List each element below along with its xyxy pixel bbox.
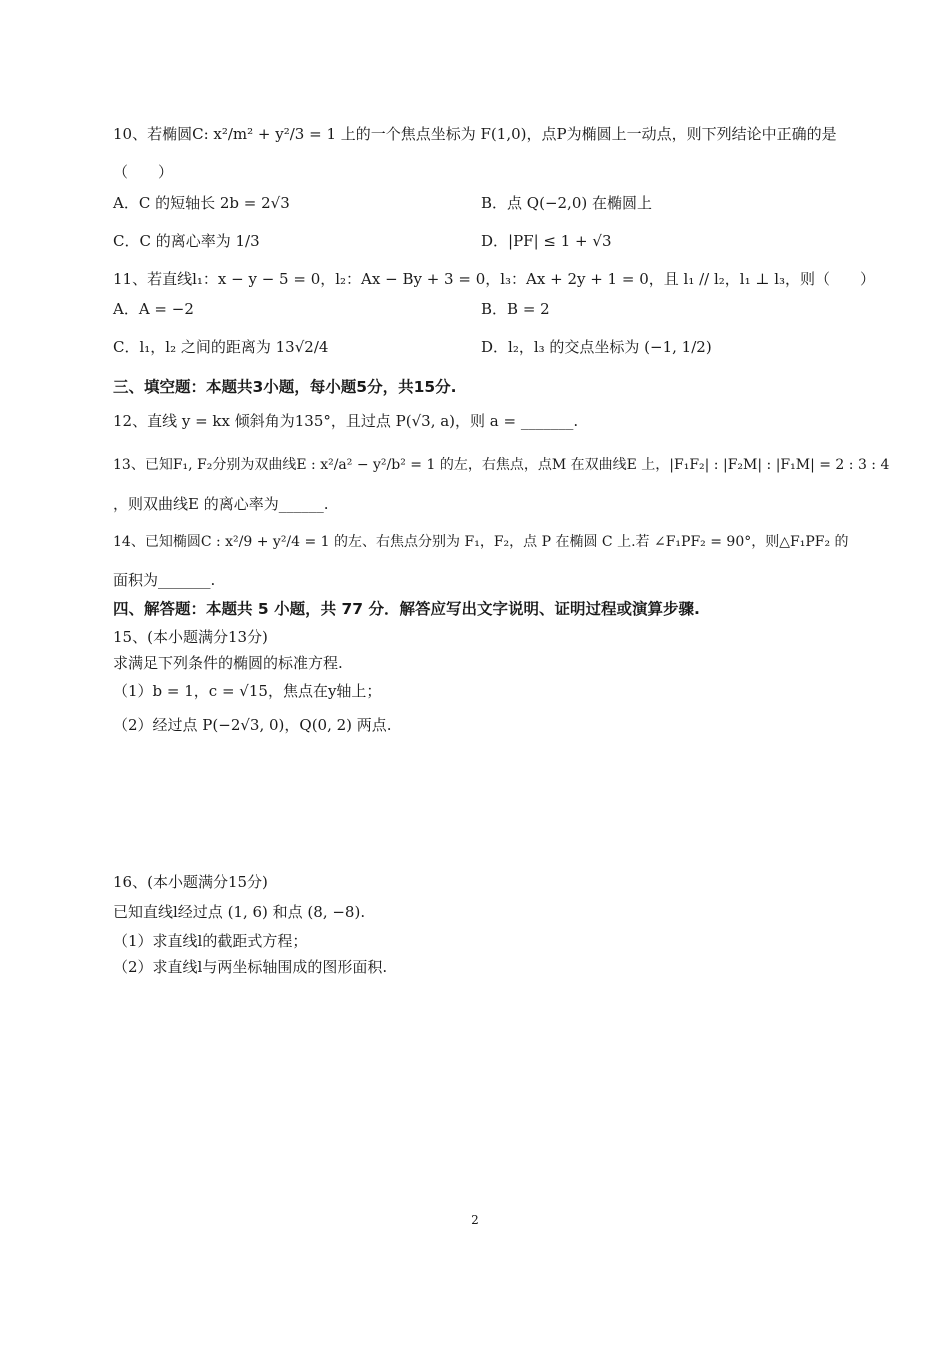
q10-answer-paren: （ ） — [113, 163, 174, 181]
q14-line-1: 14、已知椭圆C : x²/9 + y²/4 = 1 的左、右焦点分别为 F₁，F₂，点 P 在椭圆 C 上.若 ∠F₁PF₂ = 90°，则△F₁PF₂ 的 — [113, 534, 849, 550]
section-3-heading: 三、填空题：本题共3小题，每小题5分，共15分. — [113, 378, 457, 396]
q11-option-c: C．l₁，l₂ 之间的距离为 13√2/4 — [113, 338, 329, 356]
q15-part-1: （1）b = 1，c = √15，焦点在y轴上； — [113, 682, 382, 700]
q16-header: 16、(本小题满分15分) — [113, 873, 268, 891]
q11-stem: 11、若直线l₁：x − y − 5 = 0，l₂：Ax − By + 3 = 0，l₃：Ax + 2y + 1 = 0，且 l₁ // l₂，l₁ ⊥ l₃，则（ ） — [113, 270, 876, 288]
q16-part-2: （2）求直线l与两坐标轴围成的图形面积. — [113, 958, 388, 976]
q10-option-a: A．C 的短轴长 2b = 2√3 — [113, 194, 290, 212]
q13-line-1: 13、已知F₁, F₂分别为双曲线E : x²/a² − y²/b² = 1 的左，右焦点，点M 在双曲线E 上，|F₁F₂| : |F₂M| : |F₁M| = 2 : 3 : 4 — [113, 457, 890, 473]
q10-stem: 10、若椭圆C: x²/m² + y²/3 = 1 上的一个焦点坐标为 F(1,0)，点P为椭圆上一动点，则下列结论中正确的是 — [113, 125, 837, 143]
q10-option-d: D．|PF| ≤ 1 + √3 — [481, 232, 612, 250]
q10-option-b: B．点 Q(−2,0) 在椭圆上 — [481, 194, 652, 212]
q12-text: 12、直线 y = kx 倾斜角为135°，且过点 P(√3, a)，则 a = _______. — [113, 412, 579, 430]
q13-line-2: ，则双曲线E 的离心率为______. — [113, 495, 329, 513]
q15-prompt: 求满足下列条件的椭圆的标准方程. — [113, 654, 343, 672]
page-number: 2 — [471, 1213, 479, 1227]
q16-part-1: （1）求直线l的截距式方程； — [113, 932, 308, 950]
q10-option-c: C．C 的离心率为 1/3 — [113, 232, 260, 250]
q14-line-2: 面积为_______. — [113, 571, 216, 589]
q11-option-d: D．l₂，l₃ 的交点坐标为 (−1, 1/2) — [481, 338, 712, 356]
q16-prompt: 已知直线l经过点 (1, 6) 和点 (8, −8). — [113, 903, 366, 921]
section-4-heading: 四、解答题：本题共 5 小题，共 77 分．解答应写出文字说明、证明过程或演算步骤. — [113, 600, 700, 618]
q11-option-a: A．A = −2 — [113, 300, 194, 318]
q15-part-2: （2）经过点 P(−2√3, 0)，Q(0, 2) 两点. — [113, 716, 392, 734]
q11-option-b: B．B = 2 — [481, 300, 550, 318]
q15-header: 15、(本小题满分13分) — [113, 628, 268, 646]
